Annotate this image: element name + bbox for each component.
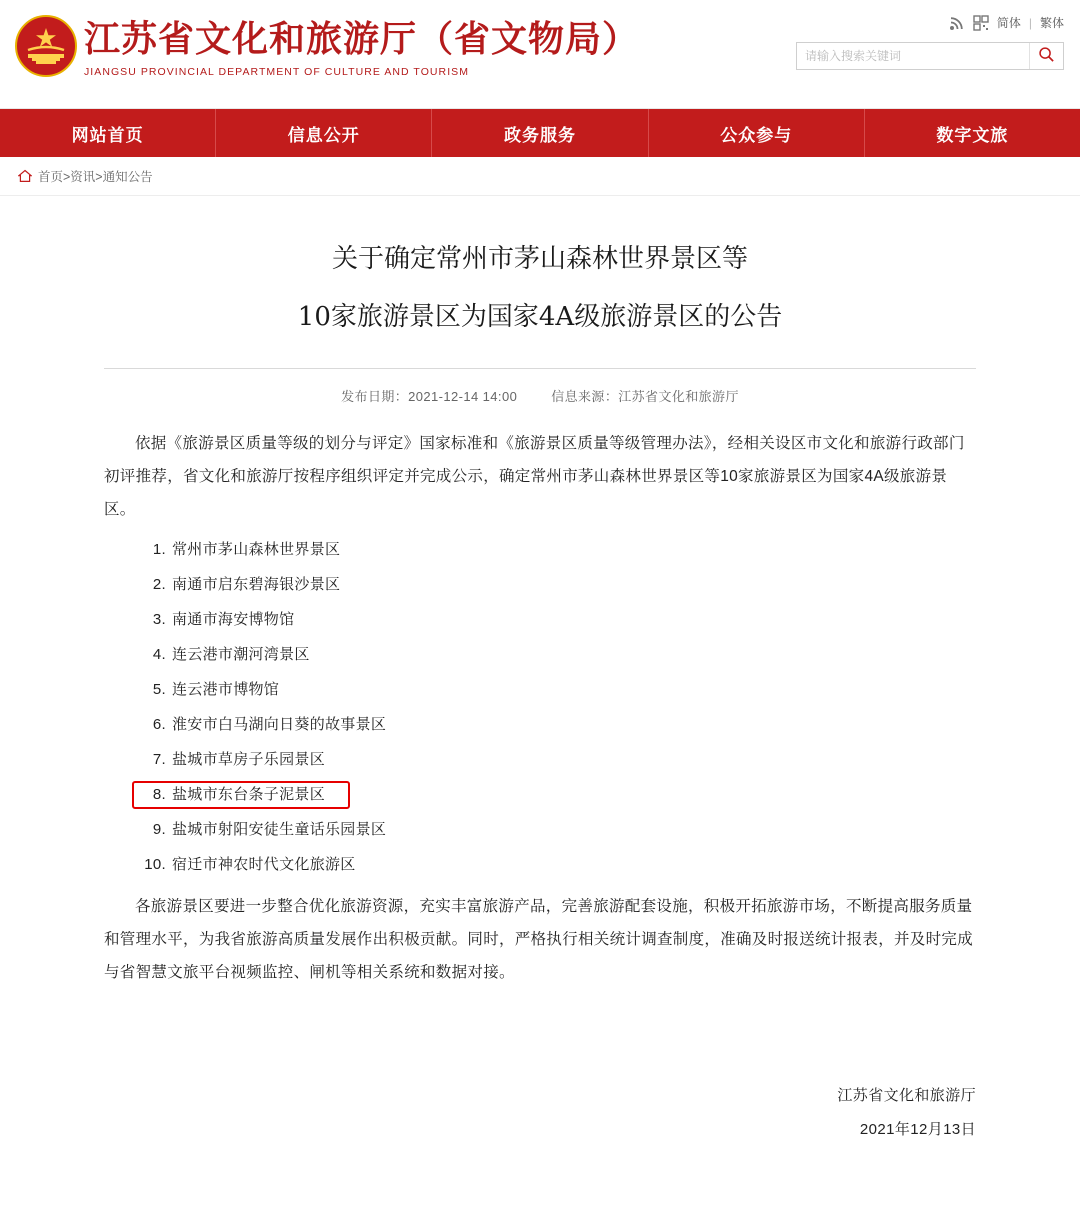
article-paragraph-2: 各旅游景区要进一步整合优化旅游资源，充实丰富旅游产品，完善旅游配套设施，积极开拓旅游市场，不断提高服务质量和管理水平，为我省旅游高质量发展作出积极贡献。同时，严格执行相关统计调查制度，准确及时报送统计报表，并及时完成与省智慧文旅平台视频监控、闸机等相关系统和数据对接。: [104, 898, 974, 981]
article: [0, 196, 1080, 989]
site-title: [84, 14, 639, 78]
nav-item-digital-culture-tourism[interactable]: 数字文旅: [936, 125, 1009, 145]
list-item-label: 连云港市博物馆: [172, 681, 280, 698]
list-item-number: 9.: [152, 821, 166, 838]
nav-item-government-services[interactable]: 政务服务: [432, 109, 648, 157]
list-item: [104, 707, 976, 742]
page-title: [104, 230, 976, 346]
search-button[interactable]: [1029, 43, 1063, 69]
breadcrumb-text[interactable]: 首页>资讯>通知公告: [38, 170, 153, 184]
list-item-label: 盐城市东台条子泥景区: [172, 786, 326, 803]
list-item-label: 淮安市白马湖向日葵的故事景区: [172, 716, 387, 733]
site-header: [0, 0, 1080, 109]
list-item: [104, 567, 976, 602]
list-item-highlighted: [104, 777, 976, 812]
list-item: [104, 847, 976, 882]
rss-icon[interactable]: [949, 15, 965, 31]
list-item: [104, 812, 976, 847]
site-title-en: JIANGSU PROVINCIAL DEPARTMENT OF CULTURE AND TOURISM: [84, 66, 470, 78]
source-value: 江苏省文化和旅游厅: [618, 389, 739, 404]
search-box[interactable]: [796, 42, 1064, 70]
header-tools: [949, 14, 1064, 31]
lang-separator: |: [1028, 15, 1032, 30]
list-item-label: 盐城市草房子乐园景区: [172, 751, 326, 768]
publish-date-label: 发布日期：: [341, 389, 409, 404]
search-icon: [1038, 46, 1055, 66]
page-title-line1: 关于确定常州市茅山森林世界景区等: [331, 244, 748, 274]
qr-code-icon[interactable]: [973, 15, 989, 31]
list-item-number: 2.: [152, 576, 166, 593]
nav-item-information-disclosure[interactable]: 信息公开: [216, 109, 432, 157]
list-item: [104, 637, 976, 672]
main-nav: [0, 109, 1080, 157]
site-title-cn: 江苏省文化和旅游厅（省文物局）: [84, 18, 640, 60]
article-body: [104, 427, 976, 989]
list-item-label: 南通市海安博物馆: [172, 611, 295, 628]
list-item-number: 7.: [152, 751, 166, 768]
article-signature: [0, 993, 1080, 1181]
publish-date-value: 2021-12-14 14:00: [408, 389, 518, 404]
list-item: [104, 742, 976, 777]
nav-item-home[interactable]: 网站首页: [0, 109, 216, 157]
list-item-number: 8.: [152, 786, 166, 803]
list-item-label: 南通市启东碧海银沙景区: [172, 576, 341, 593]
lang-simplified-link[interactable]: 简体: [996, 16, 1021, 30]
list-item-number: 3.: [152, 611, 166, 628]
list-item-number: 6.: [152, 716, 166, 733]
search-input[interactable]: [797, 43, 1029, 69]
lang-traditional-link[interactable]: 繁体: [1039, 16, 1064, 30]
list-item-number: 10.: [144, 856, 166, 873]
page-title-line2: 10家旅游景区为国家4A级旅游景区的公告: [297, 302, 783, 332]
list-item: [104, 602, 976, 637]
list-item-number: 1.: [152, 541, 166, 558]
national-emblem-icon: [14, 14, 78, 78]
list-item-label: 盐城市射阳安徒生童话乐园景区: [172, 821, 387, 838]
signature-date: 2021年12月13日: [859, 1121, 976, 1138]
signature-organization: 江苏省文化和旅游厅: [837, 1087, 976, 1104]
article-meta: [104, 369, 976, 427]
nav-item-public-participation[interactable]: 公众参与: [649, 109, 865, 157]
article-paragraph-1: 依据《旅游景区质量等级的划分与评定》国家标准和《旅游景区质量等级管理办法》，经相关设区市文化和旅游行政部门初评推荐，省文化和旅游厅按程序组织评定并完成公示，确定常州市茅山森林世界景区等10家旅游景区为国家4A级旅游景区。: [104, 435, 965, 518]
breadcrumb: [0, 157, 1080, 196]
list-item-number: 5.: [152, 681, 166, 698]
source-label: 信息来源：: [551, 389, 619, 404]
list-item: [104, 532, 976, 567]
list-item-label: 连云港市潮河湾景区: [172, 646, 310, 663]
list-item-label: 宿迁市神农时代文化旅游区: [172, 856, 356, 873]
scenic-area-list: [104, 532, 976, 882]
home-icon: [18, 169, 32, 183]
list-item-label: 常州市茅山森林世界景区: [172, 541, 341, 558]
list-item: [104, 672, 976, 707]
list-item-number: 4.: [152, 646, 166, 663]
